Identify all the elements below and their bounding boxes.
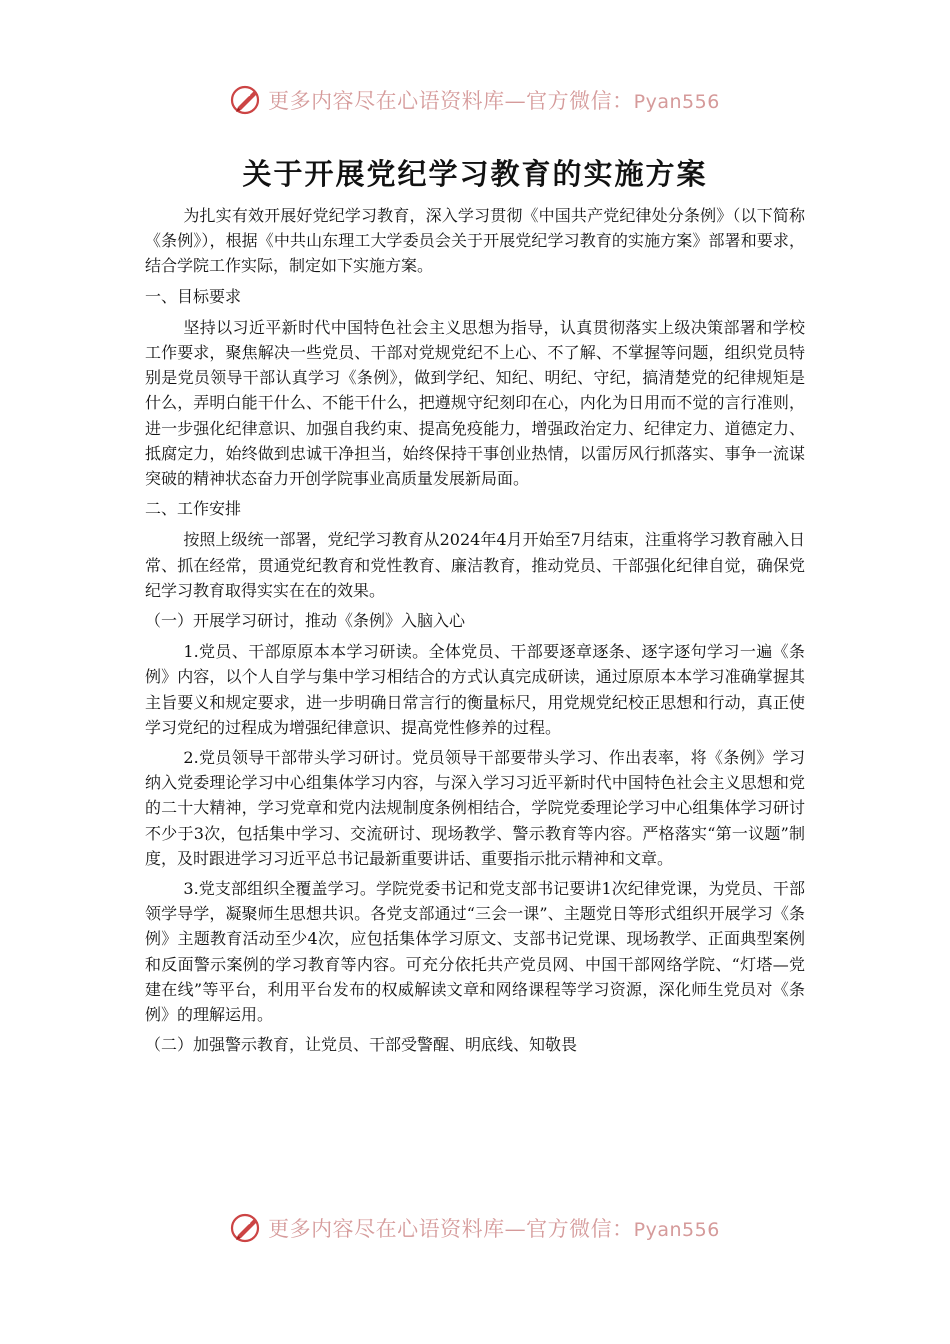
item-2-paragraph: 2.党员领导干部带头学习研讨。党员领导干部要带头学习、作出表率，将《条例》学习纳入党委理论学习中心组集体学习内容，与深入学习习近平新时代中国特色社会主义思想和党的二十大精神，学习党章和党内法规制度条例相结合，学院党委理论学习中心组集体学习研讨不少于3次，包括集中学习、交流研讨、现场教学、警示教育等内容。严格落实“第一议题”制度，及时跟进学习习近平总书记最新重要讲话、重要指示批示精神和文章。: [145, 748, 805, 868]
subsection-2-heading: （二）加强警示教育，让党员、干部受警醒、明底线、知敬畏: [145, 1035, 578, 1055]
watermark-header: [0, 82, 950, 118]
watermark-text: 更多内容尽在心语资料库—官方微信：Pyan556: [268, 89, 720, 113]
item-1-paragraph: 1.党员、干部原原本本学习研读。全体党员、干部要逐章逐条、逐字逐句学习一遍《条例》内容，以个人自学与集中学习相结合的方式认真完成研读，通过原原本本学习准确掌握其主旨要义和规定要求，进一步明确日常言行的衡量标尺，用党规党纪校正思想和行动，真正使学习党纪的过程成为增强纪律意识、提高党性修养的过程。: [145, 642, 805, 737]
watermark-text: 更多内容尽在心语资料库—官方微信：Pyan556: [268, 1217, 720, 1241]
watermark-wechat-id: Pyan556: [633, 1219, 720, 1241]
pen-logo-icon: [230, 1211, 264, 1245]
section-1-body: 坚持以习近平新时代中国特色社会主义思想为指导，认真贯彻落实上级决策部署和学校工作要求，聚焦解决一些党员、干部对党规党纪不上心、不了解、不掌握等问题，组织党员特别是党员领导干部认真学习《条例》，做到学纪、知纪、明纪、守纪，搞清楚党的纪律规矩是什么，弄明白能干什么、不能干什么，把遵规守纪刻印在心，内化为日用而不觉的言行准则，进一步强化纪律意识、加强自我约束、提高免疫能力，增强政治定力、纪律定力、道德定力、抵腐定力，始终做到忠诚干净担当，始终保持干事创业热情，以雷厉风行抓落实、事争一流谋突破的精神状态奋力开创学院事业高质量发展新局面。: [145, 317, 805, 489]
document-body: [145, 203, 805, 1064]
section-2-heading: 二、工作安排: [145, 499, 242, 519]
intro-paragraph: 为扎实有效开展好党纪学习教育，深入学习贯彻《中国共产党纪律处分条例》（以下简称《条例》），根据《中共山东理工大学委员会关于开展党纪学习教育的实施方案》部署和要求，结合学院工作实际，制定如下实施方案。: [145, 206, 805, 276]
subsection-1-heading: （一）开展学习研讨，推动《条例》入脑入心: [145, 611, 466, 631]
watermark-wechat-id: Pyan556: [633, 91, 720, 113]
pen-logo-icon: [230, 83, 264, 117]
item-3-paragraph: 3.党支部组织全覆盖学习。学院党委书记和党支部书记要讲1次纪律党课，为党员、干部领学导学，凝聚师生思想共识。各党支部通过“三会一课”、主题党日等形式组织开展学习《条例》主题教育活动至少4次，应包括集体学习原文、支部书记党课、现场教学、正面典型案例和反面警示案例的学习教育等内容。可充分依托共产党员网、中国干部网络学院、“灯塔—党建在线”等平台，利用平台发布的权威解读文章和网络课程等学习资源，深化师生党员对《条例》的理解运用。: [145, 879, 805, 1025]
section-2-body: 按照上级统一部署，党纪学习教育从2024年4月开始至7月结束，注重将学习教育融入日常、抓在经常，贯通党纪教育和党性教育、廉洁教育，推动党员、干部强化纪律自觉，确保党纪学习教育取得实实在在的效果。: [145, 530, 805, 600]
document-title: 关于开展党纪学习教育的实施方案: [242, 157, 708, 191]
watermark-footer: [0, 1210, 950, 1246]
section-1-heading: 一、目标要求: [145, 286, 242, 306]
